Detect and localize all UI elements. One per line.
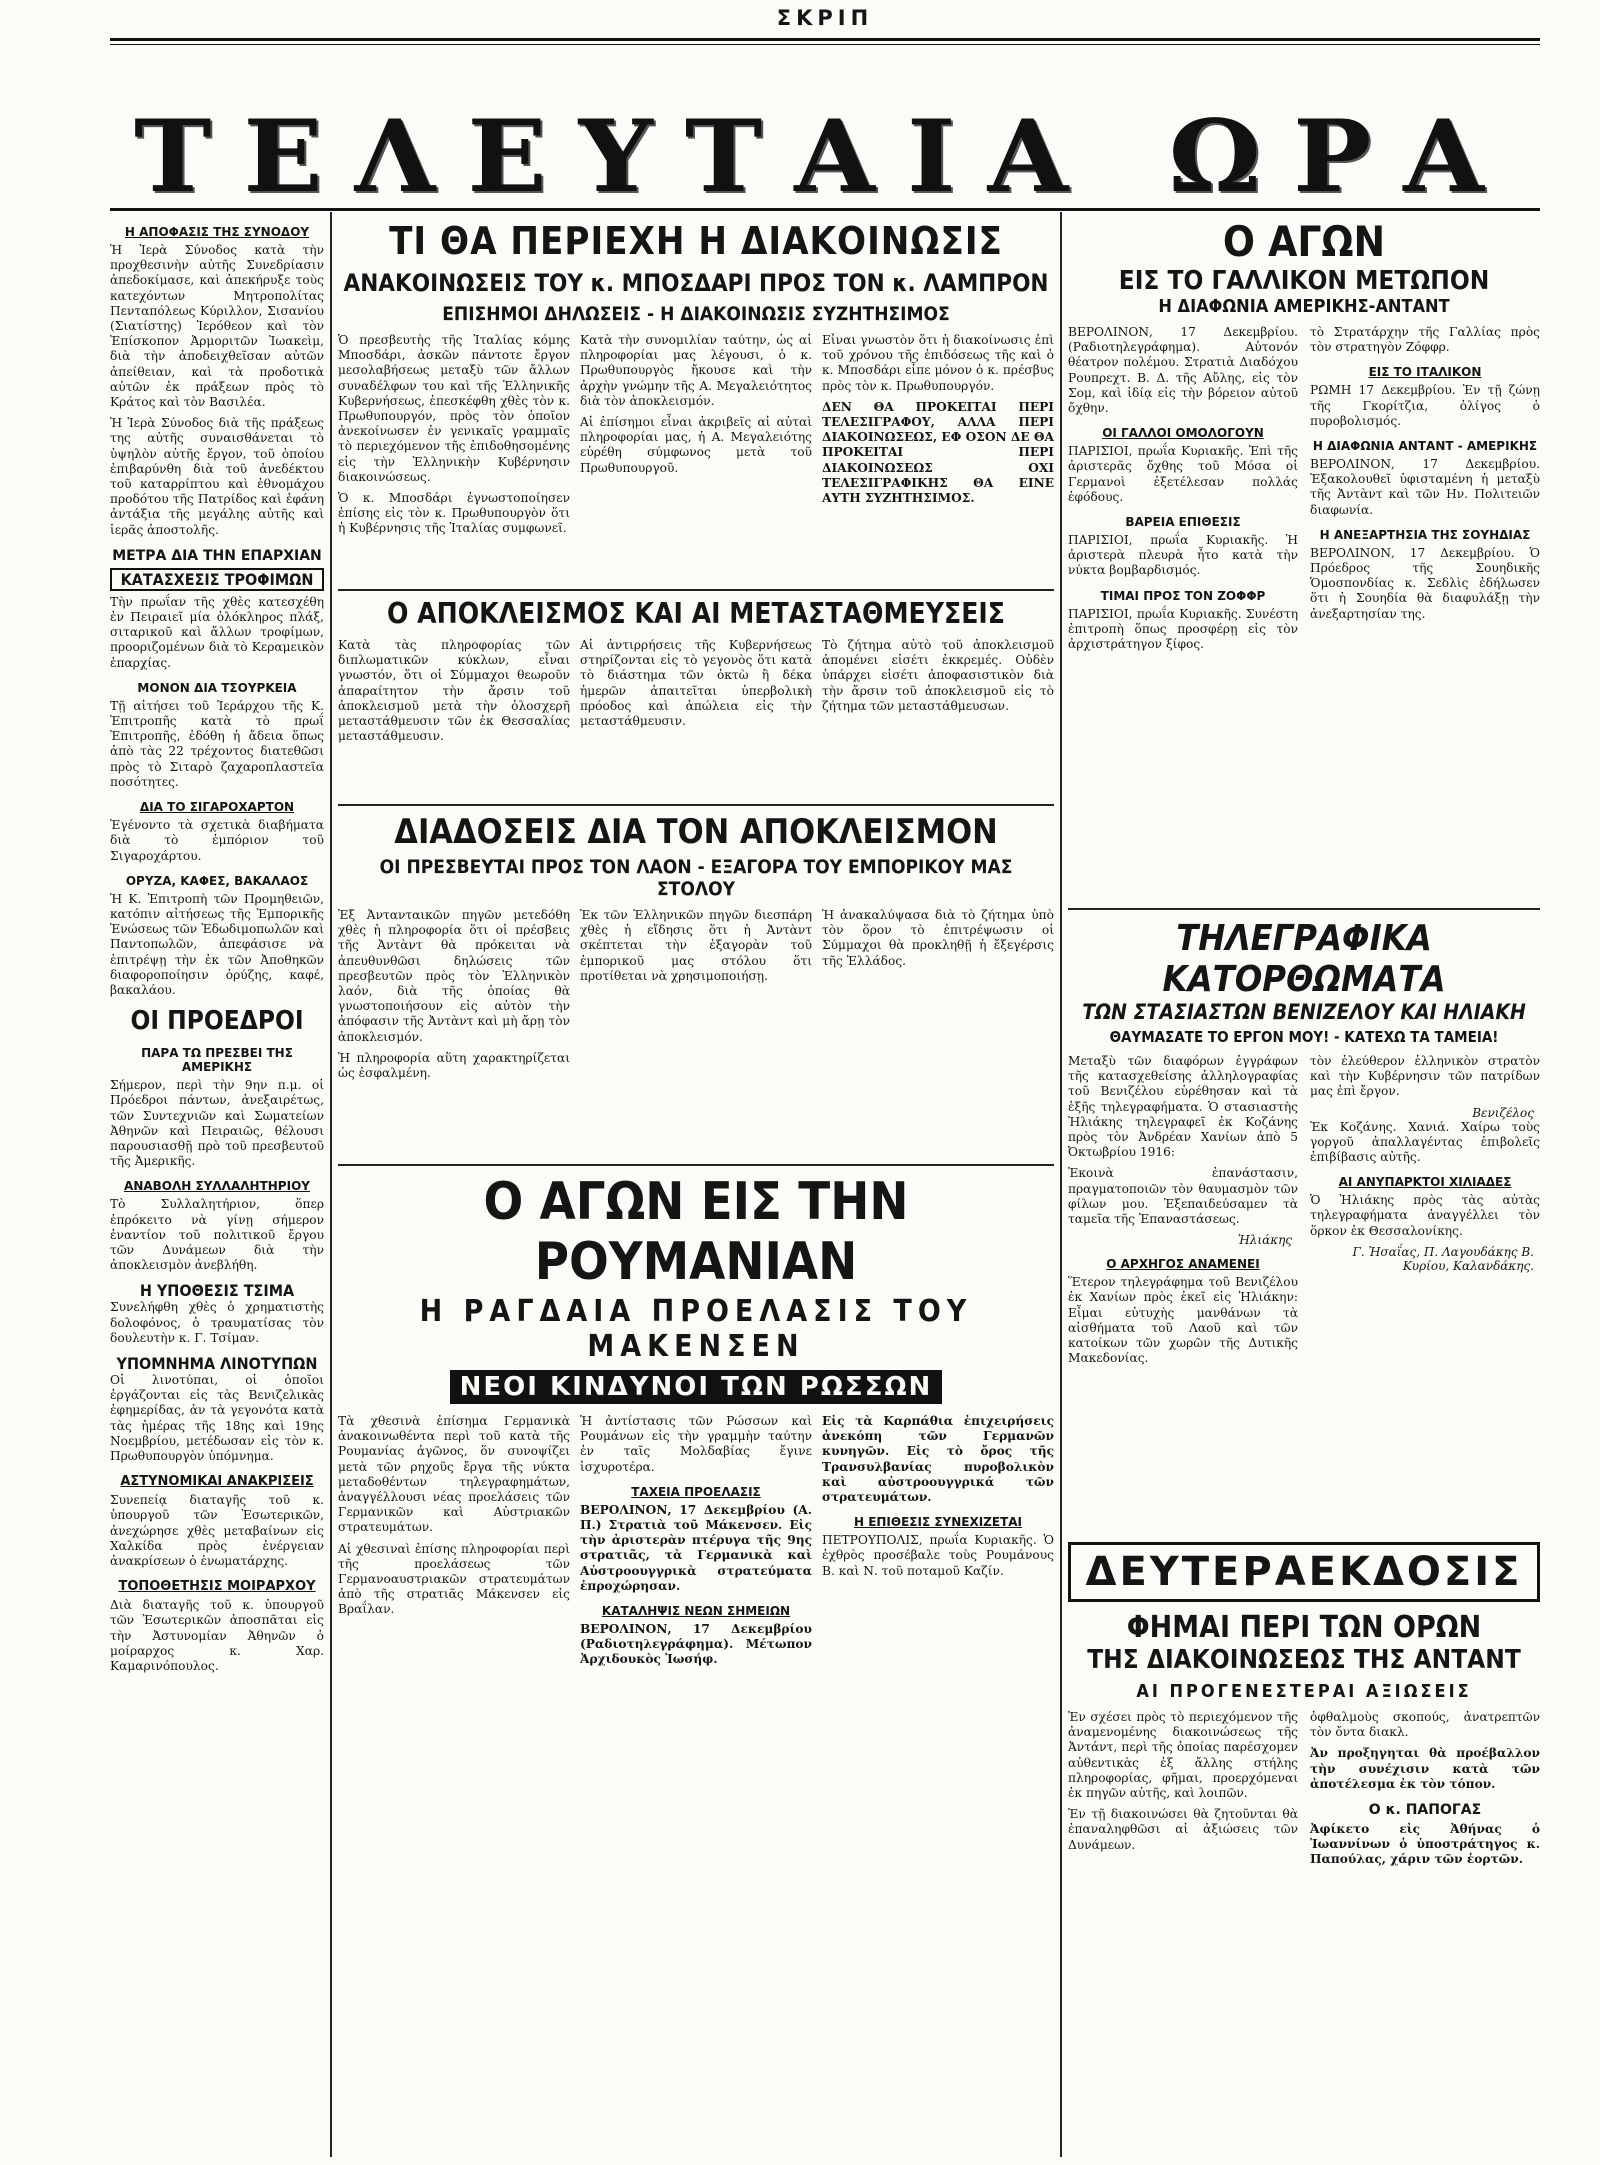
second-headline: ΤΗΣ ΔΙΑΚΟΙΝΩΣΕΩΣ ΤΗΣ ΑΝΤΑΝΤ xyxy=(1087,1645,1521,1675)
western-body xyxy=(1068,325,1540,900)
romania-paragraph: Αἱ χθεσιναὶ ἐπίσης πληροφορίαι περὶ τῆς προελάσεως τῶν Γερμανοαυστριακῶν στρατευμάτων ἀπὸ τῆς στρατιᾶς Μάκενσεν εἰς Βραΐλαν. xyxy=(338,1541,570,1617)
diadoseis-headline: ΔΙΑΔΟΣΕΙΣ ΔΙΑ ΤΟΝ ΑΠΟΚΛΕΙΣΜΟΝ xyxy=(394,812,998,852)
western-subhead: Η ΑΝΕΞΑΡΤΗΣΙΑ ΤΗΣ ΣΟΥΗΔΙΑΣ xyxy=(1319,527,1531,542)
telegram-signature: Γ. Ἠσαΐας, Π. Λαγουδάκης Β. Κυρίου, Καλανδάκης. xyxy=(1352,1244,1534,1273)
western-headline: Ο ΑΓΩΝ xyxy=(1222,217,1386,266)
moirarchs-paragraph: Διὰ διαταγῆς τοῦ κ. ὑπουργοῦ τῶν Ἐσωτερικῶν ἀποσπᾶται εἰς τὴν Ἀστυνομίαν Ἀθηνῶν ὁ μοίραρχος κ. Χαρ. Καμαρινόπουλος. xyxy=(110,1598,324,1674)
section-divider xyxy=(338,804,1054,806)
diakoinosis-paragraph: Εἶναι γνωστὸν ὅτι ἡ διακοίνωσις ἐπὶ τοῦ χρόνου τῆς ἐπιδόσεως τῆς καὶ ὁ κ. Μποσδάρι εἶπε μόνον ὁ κ. πρέσβυς πρὸς τὸν κ. Πρωθυπουργόν. xyxy=(822,333,1054,393)
proedroi-paragraph: Σήμερον, περὶ τὴν 9ην π.μ. οἱ Πρόεδροι πάντων, ἀνεξαιρέτως, τῶν Συντεχνιῶν καὶ Σωματείων Ἀθηνῶν καὶ Πειραιῶς, θέλουσι παρουσιασθῇ πρὸ τοῦ πρεσβευτοῦ τῆς Ἀμερικῆς. xyxy=(110,1078,324,1169)
romania-paragraph: ΠΕΤΡΟΥΠΟΛΙΣ, πρωΐα Κυριακῆς. Ὁ ἐχθρὸς προσέβαλε τοὺς Ρουμάνους Β. καὶ Ν. τοῦ ποταμοῦ Καζίν. xyxy=(822,1533,1054,1578)
western-paragraph: ΠΑΡΙΣΙΟΙ, πρωΐα Κυριακῆς. Ἡ ἀριστερὰ πλευρὰ ἦτο κατὰ τὴν νύκτα βομβαρδισμός. xyxy=(1068,533,1298,578)
romania-paragraph: Εἰς τὰ Καρπάθια ἐπιχειρήσεις ἀνεκόπη τῶν Γερμανῶν κυνηγῶν. Εἰς τὸ ὄρος τῆς Τρανσυλβανίας πυροβολικὸν καὶ αὐστροουγγρικά τῶν στρατευμάτων. xyxy=(822,1414,1054,1505)
cigarette-subhead: ΟΡΥΖΑ, ΚΑΦΕΣ, ΒΑΚΑΛΑΟΣ xyxy=(125,873,309,888)
romania-paragraph: Ἡ ἀντίστασις τῶν Ρώσσων καὶ Ρουμάνων εἰς τὴν γραμμὴν ταύτην ἐν ταῖς Μολδαβίας ἔγινε ἰσχυροτέρα. xyxy=(580,1414,812,1474)
telegrams-paragraph: Ἐκοινὰ ἐπανάστασιν, πραγματοποιῶν τὸν θαυμασμὸν τῶν φίλων μου. Ἐξεπαιδεύσαμεν τὰ ταμεῖα τῆς Ἐπαναστάσεως. xyxy=(1068,1166,1298,1227)
police-paragraph: Συνεπείᾳ διαταγῆς τοῦ κ. ὑπουργοῦ τῶν Ἐσωτερικῶν, ἀνεχώρησε χθὲς μεταβαίνων εἰς Χαλκίδα πρὸς ἐνέργειαν ἀνακρίσεων ὁ ἐνωματάρχης. xyxy=(110,1493,324,1568)
romania-paragraph: ΒΕΡΟΛΙΝΟΝ, 17 Δεκεμβρίου (Α. Π.) Στρατιὰ τοῦ Μάκενσεν. Εἰς τὴν ἀριστερὰν πτέρυγα τῆς 9ης στρατιᾶς, τὰ Γερμανικὰ καὶ Αὐστροουγγρικὰ στρατεύματα ἐπροχώρησαν. xyxy=(580,1502,812,1593)
romania-subhead: ΚΑΤΑΛΗΨΙΣ ΝΕΩΝ ΣΗΜΕΙΩΝ xyxy=(601,1604,791,1619)
telegrams-paragraph: Ἐκ Κοζάνης. Χανιά. Χαίρω τοὺς γοργοῦ ἀπαλλαγέντας ἐπιβολεῖς ἐπιβίβασις αὐτῆς. xyxy=(1310,1119,1540,1165)
masthead-rule-bottom xyxy=(110,208,1540,211)
cigarette-heading: ΔΙΑ ΤΟ ΣΙΓΑΡΟΧΑΡΤΟΝ xyxy=(139,800,295,815)
section-divider xyxy=(1068,908,1540,910)
diakoinosis-paragraph: Κατὰ τὴν συνομιλίαν ταύτην, ὡς αἱ πληροφορίαι μας λέγουσι, ὁ κ. Πρωθυπουργὸς ἤκουσε καὶ τὴν ἀρχὴν γνώμην τῆς Α. Μεγαλειότητος διὰ τὸν ἀποκλεισμόν. xyxy=(580,333,812,408)
masthead xyxy=(110,0,1540,225)
romania-paragraph: Τὰ χθεσινὰ ἐπίσημα Γερμανικὰ ἀνακοινωθέντα περὶ τοῦ κατὰ τῆς Ρουμανίας ἀγῶνος, ὅν συνοψίζει μετὰ τῶν ρηχοῦς ἔργα τῆς νύκτα μεταδοθέντων τηλεγραφημάτων, ἀναγγέλλουσι νέας προελάσεις τῶν Γερμανικῶν καὶ Αὐστριακῶν στρατευμάτων. xyxy=(338,1414,570,1535)
western-paragraph: τὸ Στρατάρχην τῆς Γαλλίας πρὸς τὸν στρατηγὸν Ζόφφρ. xyxy=(1310,325,1540,355)
second-body xyxy=(1068,1710,1540,1910)
proedroi-heading: ΟΙ ΠΡΟΕΔΡΟΙ xyxy=(130,1006,304,1037)
diakoinosis-deck: ΑΝΑΚΟΙΝΩΣΕΙΣ ΤΟΥ κ. ΜΠΟΣΔΑΡΙ ΠΡΟΣ ΤΟΝ κ. ΛΑΜΠΡΟΝ xyxy=(343,269,1049,297)
telegram-signature: Ἡλιάκης xyxy=(1237,1233,1292,1248)
telegrams-body xyxy=(1068,1054,1540,1534)
paper-name: ΣΚΡΙΠ xyxy=(776,6,874,30)
section-divider xyxy=(338,589,1054,591)
second-paragraph: Ἀφίκετο εἰς Ἀθήνας ὁ Ἰωαννίνων ὁ ὑποστράτηγος κ. Παπούλας, χάριν τῶν ἑορτῶν. xyxy=(1310,1822,1540,1867)
romania-body xyxy=(338,1414,1054,2104)
western-subhead: ΕΙΣ ΤΟ ΙΤΑΛΙΚΟΝ xyxy=(1368,365,1482,380)
diakoinosis-paragraph: Ὁ πρεσβευτὴς τῆς Ἰταλίας κόμης Μποσδάρι, ἀσκῶν πάντοτε ἔργον μεσολαβήσεως μεταξὺ τῶν ἄλλων συναδέλφων του καὶ τῆς Ἑλληνικῆς Κυβερνήσεως, ἐπεσκέφθη χθὲς τὸν κ. Πρωθυπουργόν, πρὸς τὸν ὁποῖον ἀνεκοίνωσεν ἐν γενικαῖς γραμμαῖς τὸ περιεχόμενον τῆς ἐπιδοθησομένης εἰς τὴν Ἑλληνικὴν Κυβέρνησιν διακοινώσεως. xyxy=(338,333,570,484)
western-paragraph: ΒΕΡΟΛΙΝΟΝ, 17 Δεκεμβρίου. Ὁ Πρόεδρος τῆς Σουηδικῆς Ὁμοσπονδίας κ. Σεδλὶς ἐδήλωσεν ὅτι ἡ Σουηδία θὰ διαφυλάξῃ τὴν ἀνεξαρτησίαν της. xyxy=(1310,545,1540,621)
western-deck: Η ΔΙΑΦΩΝΙΑ ΑΜΕΡΙΚΗΣ-ΑΝΤΑΝΤ xyxy=(1158,296,1450,317)
western-paragraph: ΠΑΡΙΣΙΟΙ, πρωΐα Κυριακῆς. Ἐπὶ τῆς ἀριστερᾶς ὄχθης τοῦ Μόσα οἱ Γερμανοὶ ἐξετέλεσαν πολλάς ἐφόδους. xyxy=(1068,444,1298,504)
second-paragraph: Ἀν προξηγηται θὰ προέβαλλον τὴν συνέχισιν κατὰ τῶν ἀποτέλεσμα ἐκ τὸν τόπον. xyxy=(1310,1746,1540,1791)
meeting-paragraph: Τὸ Συλλαλητήριον, ὅπερ ἐπρόκειτο νὰ γίνῃ σήμερον ἐναντίον τοῦ πολιτικοῦ ἔργου τῶν Δυνάμεων διὰ τὴν ἀποκλεισμὸν ἀνεβλήθη. xyxy=(110,1197,324,1273)
romania-deck: Η ΡΑΓΔΑΙΑ ΠΡΟΕΛΑΣΙΣ ΤΟΥ ΜΑΚΕΝΣΕΝ xyxy=(419,1294,973,1364)
meeting-heading: ΑΝΑΒΟΛΗ ΣΥΛΛΑΛΗΤΗΡΙΟΥ xyxy=(124,1179,310,1194)
diadoseis-paragraph: Ἐκ τῶν Ἑλληνικῶν πηγῶν διεσπάρη χθὲς ἡ εἴδησις ὅτι ἡ Ἀντὰντ σκέπτεται τὴν ἐξαγορὰν τοῦ ἐμπορικοῦ μας στόλου ὅτι προτίθεται νὰ χρησιμοποιήσῃ. xyxy=(580,908,812,983)
linotype-paragraph: Οἱ λινοτύπαι, οἱ ὁποῖοι ἐργάζονται εἰς τὰς Βενιζελικὰς ἐφημερίδας, ἀν τὰ γεγονότα κατὰ τὰς ἡμέρας τῆς 18ης καὶ 19ης Νοεμβρίου, μετέδωσαν εἰς τὸν κ. Πρωθυπουργὸν ὑπόμνημα. xyxy=(110,1372,324,1463)
diadoseis-paragraph: Ἡ πληροφορία αὕτη χαρακτηρίζεται ὡς ἐσφαλμένη. xyxy=(338,1050,570,1081)
blockade-paragraph: Τὸ ζήτημα αὐτὸ τοῦ ἀποκλεισμοῦ ἀπομένει εἰσέτι ἐκκρεμές. Οὐδὲν ὑπάρχει εἰσέτι ἀποφασιστικὸν διὰ τὴν ἄρσιν τοῦ ἀποκλεισμοῦ εἰς τὸ ζήτημα τῶν μεταστάθμευσων. xyxy=(822,638,1054,713)
synod-paragraph: Ἡ Ἱερὰ Σύνοδος κατὰ τὴν προχθεσινὴν αὐτῆς Συνεδρίασιν ἀπεδοκίμασε, καὶ ἀπεκήρυξε τοὺς κατεχόντων Μητροπολίτας Πενταπόλεως Κύριλλον, Σισανίου (Σιατίστης) Ἱερόθεον καὶ τὸν Ἐπίσκοπον Ἀρμοριτῶν Ἰωακεὶμ, διὰ τὴν ἀποδειχθεῖσαν αὐτῶν ἀπείθειαν, καὶ τὰ προδοτικὰ αὐτῶν ἐκ πράξεων πρὸς τὸ Κράτος καὶ τὸν Βασιλέα. xyxy=(110,243,324,410)
second-paragraph: ὀφθαλμοὺς σκοπούς, ἀνατρεπτῶν τὸν ὄντα διακλ. xyxy=(1310,1710,1540,1740)
measures-subhead: ΜΟΝΟΝ ΔΙΑ ΤΣΟΥΡΚΕΙΑ xyxy=(137,680,297,695)
second-edition-banner: ΔΕΥΤΕΡΑΕΚΔΟΣΙΣ xyxy=(1068,1542,1540,1602)
masthead-rule-top xyxy=(110,38,1540,41)
diadoseis-paragraph: Ἐξ Ἀντανταικῶν πηγῶν μετεδόθη χθὲς ἡ πληροφορία ὅτι οἱ πρέσβεις τῆς Ἀντὰντ θὰ πρόκειται νὰ ἀπευθυνθῶσι δηλώσεις τῶν πρεσβευτῶν πρὸς τὸν Ἑλληνικὸν λαόν, διὰ τῆς ὁποίας θὰ γνωστοποιήσουν εἰς αὐτὸν τὴν ἀπόφασιν τῆς Ἀντὰντ καὶ μὴ ἄρῃ τὸν ἀποκλεισμόν. xyxy=(338,908,570,1044)
western-paragraph: ΠΑΡΙΣΙΟΙ, πρωΐα Κυριακῆς. Συνέστη ἐπιτροπὴ ὅπως προσφέρῃ εἰς τὸν ἀρχιστράτηγον ξίφος. xyxy=(1068,606,1298,652)
measures-paragraph: Τῇ αἰτήσει τοῦ Ἱεράρχου τῆς Κ. Ἐπιτροπῆς κατὰ τὸ πρωΐ Ἐπιτροπῆς, ἐδόθη ἡ ἄδεια ὅπως ἀπὸ τὰς 22 τρέχοντος διατεθῶσι πρὸς τὸ Σιταρὸ ζαχαροπλαστεῖα ποσότητες. xyxy=(110,698,324,789)
masthead-rule-top-thin xyxy=(110,44,1540,45)
synod-paragraph: Ἡ Ἱερὰ Σύνοδος διὰ τῆς πράξεως της αὐτῆς συναισθάνεται τὸ ὑψηλὸν αὐτῆς ἔργον, τοῦ ὁποίου ἐπιβαρύνθη διὰ τοῦ ἀνεδέκτου τοῦ καταρρίπτου καὶ ἐθνομάχου προδότου τῆς Πατρίδος καὶ ἐφάνη ἀντάξια τῆς μεγάλης αὐτῆς καὶ ἱερᾶς ἀποστολῆς. xyxy=(110,416,324,537)
cigarette-paragraph: Ἡ Κ. Ἐπιτροπὴ τῶν Προμηθειῶν, κατόπιν αἰτήσεως τῆς Ἐμπορικῆς Ἑνώσεως τῶν Ἐδωδιμοπωλῶν καὶ Παντοπωλῶν, ἀπεφάσισε νὰ ἐπιτρέψῃ τὴν ἐκ τῶν Ἀποθηκῶν διαφοροποίησιν ὀρύζης, καφέ, βακαλάου. xyxy=(110,891,324,997)
tsima-heading: Η ΥΠΟΘΕΣΙΣ ΤΣΙΜΑ xyxy=(139,1281,295,1301)
diakoinosis-paragraph: Ὁ κ. Μποσδάρι ἐγνωστοποίησεν ἐπίσης εἰς τὸν κ. Πρωθυπουργὸν ὅτι ἡ Κυβέρνησις τῆς Ἰταλίας συμφωνεῖ. xyxy=(338,491,570,536)
right-column xyxy=(1068,215,1540,2155)
telegrams-deck: ΘΑΥΜΑΣΑΤΕ ΤΟ ΕΡΓΟΝ ΜΟΥ! - ΚΑΤΕΧΩ ΤΑ ΤΑΜΕΙΑ! xyxy=(1109,1028,1499,1046)
linotype-heading: ΥΠΟΜΝΗΜΑ ΛΙΝΟΤΥΠΩΝ xyxy=(116,1353,318,1373)
diakoinosis-body xyxy=(338,333,1054,583)
telegrams-deck: ΤΩΝ ΣΤΑΣΙΑΣΤΩΝ ΒΕΝΙΖΕΛΟΥ ΚΑΙ ΗΛΙΑΚΗ xyxy=(1082,1000,1526,1024)
measures-subheading: ΚΑΤΑΣΧΕΣΙΣ ΤΡΟΦΙΜΩΝ xyxy=(110,568,324,591)
romania-paragraph: ΒΕΡΟΛΙΝΟΝ, 17 Δεκεμβρίου (Ραδιοτηλεγράφημα). Μέτωπον Ἀρχιδουκὸς Ἰωσήφ. xyxy=(580,1622,812,1667)
diadoseis-deck: ΟΙ ΠΡΕΣΒΕΥΤΑΙ ΠΡΟΣ ΤΟΝ ΛΑΟΝ - ΕΞΑΓΟΡΑ ΤΟΥ ΕΜΠΟΡΙΚΟΥ ΜΑΣ ΣΤΟΛΟΥ xyxy=(379,856,1013,900)
telegrams-subhead: ΑΙ ΑΝΥΠΑΡΚΤΟΙ ΧΙΛΙΑΔΕΣ xyxy=(1338,1175,1512,1190)
western-paragraph: ΒΕΡΟΛΙΝΟΝ, 17 Δεκεμβρίου. (Ραδιοτηλεγράφημα). Αὐτονόν θέατρον πολέμου. Στρατιὰ Διαδόχου Ρουπρεχτ. Β. Δ. τῆς Αὔλης, εἰς τὸν Σομ, καὶ ἰδίᾳ εἰς τὴν βόρειον αὐτοῦ ὄχθην. xyxy=(1068,325,1298,416)
western-subhead: ΤΙΜΑΙ ΠΡΟΣ ΤΟΝ ΖΟΦΦΡ xyxy=(1100,588,1266,603)
telegrams-paragraph: Ὁ Ἠλιάκης πρὸς τὰς αὐτὰς τηλεγραφήματα ἀναγγέλλει τὸν ὅρκον ἐκ Θεσσαλονίκης. xyxy=(1310,1193,1540,1238)
left-column xyxy=(110,215,324,2155)
romania-subhead: ΤΑΧΕΙΑ ΠΡΟΕΛΑΣΙΣ xyxy=(631,1484,761,1499)
telegrams-paragraph: Μεταξὺ τῶν διαφόρων ἐγγράφων τῆς κατασχεθείσης ἀλληλογραφίας τοῦ Βενιζέλου εὑρέθησαν καὶ τὰ ἑξῆς τηλεγραφήματα. Ὁ στασιαστὴς Ἠλιάκης τηλεγραφεῖ ἐκ Κοζάνης πρὸς τὸν Ἀνδρέαν Χανίων ἀπὸ 5 Ὀκτωβρίου 1916: xyxy=(1068,1054,1298,1160)
romania-deck-banner: ΝΕΟΙ ΚΙΝΔΥΝΟΙ ΤΩΝ ΡΩΣΣΩΝ xyxy=(450,1370,943,1404)
tsima-paragraph: Συνελήφθη χθὲς ὁ χρηματιστὴς δολοφόνος, ὁ τραυματίσας τὸν δουλευτὴν κ. Γ. Τσίμαν. xyxy=(110,1300,324,1345)
romania-subhead: Η ΕΠΙΘΕΣΙΣ ΣΥΝΕΧΙΖΕΤΑΙ xyxy=(853,1515,1023,1530)
western-deck: ΕΙΣ ΤΟ ΓΑΛΛΙΚΟΝ ΜΕΤΩΠΟΝ xyxy=(1118,266,1490,296)
diakoinosis-paragraph: Αἱ ἐπίσημοι εἶναι ἀκριβεῖς αἱ αὐταὶ πληροφορίαι μας, ἡ Α. Μεγαλειότης εὑρέθη σύμφωνος μετὰ τοῦ Πρωθυπουργοῦ. xyxy=(580,415,812,475)
police-heading: ΑΣΤΥΝΟΜΙΚΑΙ ΑΝΑΚΡΙΣΕΙΣ xyxy=(120,1474,314,1490)
section-divider xyxy=(338,1164,1054,1166)
second-headline: ΦΗΜΑΙ ΠΕΡΙ ΤΩΝ ΟΡΩΝ xyxy=(1126,1610,1482,1645)
romania-headline: Ο ΑΓΩΝ ΕΙΣ ΤΗΝ ΡΟΥΜΑΝΙΑΝ xyxy=(483,1172,909,1292)
page-title: ΤΕΛΕΥΤΑΙΑ ΩΡΑ xyxy=(134,98,1516,215)
cigarette-paragraph: Ἐγένοντο τὰ σχετικὰ διαβήματα διὰ τὸ ἐμπόριον τοῦ Σιγαροχάρτου. xyxy=(110,818,324,863)
telegrams-headline: ΤΗΛΕΓΡΑΦΙΚΑ ΚΑΤΟΡΘΩΜΑΤΑ xyxy=(1162,918,1446,1000)
telegrams-paragraph: τὸν ἐλεύθερον ἑλληνικὸν στρατὸν καὶ τὴν Κυβέρνησιν τῶν πατρίδων μας ἐπὶ ἔργον. xyxy=(1310,1054,1540,1099)
blockade-paragraph: Αἱ ἀντιρρήσεις τῆς Κυβερνήσεως στηρίζονται εἰς τὸ γεγονὸς ὅτι κατὰ τὸ διάστημα τῶν ὀκτὼ ἢ δέκα ἡμερῶν ἀπαιτεῖται ὑπερβολικὴ πρόοδος καὶ ἀπώλεια εἰς τὴν μεταστάθμευσιν. xyxy=(580,638,812,729)
column-divider xyxy=(330,212,332,2157)
diadoseis-paragraph: Ἡ ἀνακαλύψασα διὰ τὸ ζήτημα ὑπὸ τὸν ὅρον τὸ ἐπιτρέψωσιν οἱ Σύμμαχοι θὰ προκληθῇ ἡ ἔξεγέρσις τῆς Ἑλλάδος. xyxy=(822,908,1054,968)
proedroi-subheading: ΠΑΡΑ ΤΩ ΠΡΕΣΒΕΙ ΤΗΣ ΑΜΕΡΙΚΗΣ xyxy=(141,1046,293,1075)
synod-heading: Η ΑΠΟΦΑΣΙΣ ΤΗΣ ΣΥΝΟΔΟΥ xyxy=(124,225,310,239)
telegrams-paragraph: Ἕτερον τηλεγράφημα τοῦ Βενιζέλου ἐκ Χανίων πρὸς ἐκεῖ εἰς Ἠλιάκην: Εἶμαι εὐτυχὴς μανθάνων τὰ αἰσθήματα τοῦ Λαοῦ καὶ τῶν κατοίκων τῶν χωρῶν τῆς Δυτικῆς Μακεδονίας. xyxy=(1068,1275,1298,1366)
western-subhead: ΒΑΡΕΙΑ ΕΠΙΘΕΣΙΣ xyxy=(1125,515,1241,530)
second-paragraph: Ἐν τῇ διακοινώσει θὰ ζητοῦνται θὰ ἐπαναληφθῶσι αἱ ἀξιώσεις τῶν Δυνάμεων. xyxy=(1068,1807,1298,1852)
blockade-body xyxy=(338,638,1054,798)
blockade-paragraph: Κατὰ τὰς πληροφορίας τῶν διπλωματικῶν κύκλων, εἶναι γνωστόν, ὅτι οἱ Σύμμαχοι θεωροῦν ἀπαραίτητον τὴν ἄρσιν τοῦ ἀποκλεισμοῦ μετὰ τὴν ὁλοσχερῆ μεταστάθμευσιν τῶν ἐκ Θεσσαλίας μεταστάθμευσιν. xyxy=(338,638,570,744)
diakoinosis-paragraph: ΔΕΝ ΘΑ ΠΡΟΚΕΙΤΑΙ ΠΕΡΙ ΤΕΛΕΣΙΓΡΑΦΟΥ, ΑΛΛΑ ΠΕΡΙ ΔΙΑΚΟΙΝΩΣΕΩΣ, ΕΦ ΟΣΟΝ ΔΕ ΘΑ ΠΡΟΚΕΙΤΑΙ ΠΕΡΙ ΔΙΑΚΟΙΝΩΣΕΩΣ ΟΧΙ ΤΕΛΕΣΙΓΡΑΦΙΚΗΣ ΘΑ ΕΙΝΕ ΑΥΤΗ ΣΥΖΗΤΗΣΙΜΟΣ. xyxy=(822,399,1054,506)
western-paragraph: ΒΕΡΟΛΙΝΟΝ, 17 Δεκεμβρίου. Ἐξακολουθεῖ ὑφισταμένη ἡ μεταξὺ τῆς Ἀντὰντ καὶ τῶν Ην. Πολιτειῶν διαφωνία. xyxy=(1310,457,1540,517)
diadoseis-body xyxy=(338,908,1054,1158)
diakoinosis-headline: ΤΙ ΘΑ ΠΕΡΙΕΧΗ Η ΔΙΑΚΟΙΝΩΣΙΣ xyxy=(389,219,1003,263)
column-divider xyxy=(1060,212,1062,2157)
western-subhead: ΟΙ ΓΑΛΛΟΙ ΟΜΟΛΟΓΟΥΝ xyxy=(1102,426,1264,441)
western-paragraph: ΡΩΜΗ 17 Δεκεμβρίου. Ἐν τῇ ζώνῃ τῆς Γκορίτζια, ὀλίγος ὁ πυροβολισμός. xyxy=(1310,383,1540,428)
second-deck: ΑΙ ΠΡΟΓΕΝΕΣΤΕΡΑΙ ΑΞΙΩΣΕΙΣ xyxy=(1136,1681,1472,1702)
measures-paragraph: Τὴν πρωΐαν τῆς χθὲς κατεσχέθη ἐν Πειραιεῖ μία ὁλόκληρος πλάξ, σιταρικοῦ καὶ ἄλλων τροφίμων, προοριζομένων διὰ τὸ Κεραμεικὸν ἐπαρχίας. xyxy=(110,594,324,670)
second-paragraph: Ἐν σχέσει πρὸς τὸ περιεχόμενον τῆς ἀναμενομένης διακοινώσεως τῆς Ἀντάντ, περὶ τῆς ὁποίας παρέσχομεν αὐθεντικὰς ἐξ ἄλλης στήλης πληροφορίας, φῆμαι, προερχόμεναι ἐκ πηγῶν αὐτῆς, καὶ λοιπῶν. xyxy=(1068,1710,1298,1801)
western-subhead: Η ΔΙΑΦΩΝΙΑ ΑΝΤΑΝΤ - ΑΜΕΡΙΚΗΣ xyxy=(1312,439,1538,454)
telegrams-subhead: Ο ΑΡΧΗΓΟΣ ΑΝΑΜΕΝΕΙ xyxy=(1106,1257,1260,1272)
moirarchs-heading: ΤΟΠΟΘΕΤΗΣΙΣ ΜΟΙΡΑΡΧΟΥ xyxy=(118,1579,316,1595)
telegram-signature: Βενιζέλος xyxy=(1472,1105,1534,1120)
blockade-headline: Ο ΑΠΟΚΛΕΙΣΜΟΣ ΚΑΙ ΑΙ ΜΕΤΑΣΤΑΘΜΕΥΣΕΙΣ xyxy=(386,597,1005,630)
second-subhead: Ο κ. ΠΑΠΟΓΑΣ xyxy=(1368,1802,1482,1819)
main-column xyxy=(338,215,1054,2155)
diakoinosis-deck: ΕΠΙΣΗΜΟΙ ΔΗΛΩΣΕΙΣ - Η ΔΙΑΚΟΙΝΩΣΙΣ ΣΥΖΗΤΗΣΙΜΟΣ xyxy=(442,303,950,325)
measures-heading: ΜΕΤΡΑ ΔΙΑ ΤΗΝ ΕΠΑΡΧΙΑΝ xyxy=(112,547,322,564)
